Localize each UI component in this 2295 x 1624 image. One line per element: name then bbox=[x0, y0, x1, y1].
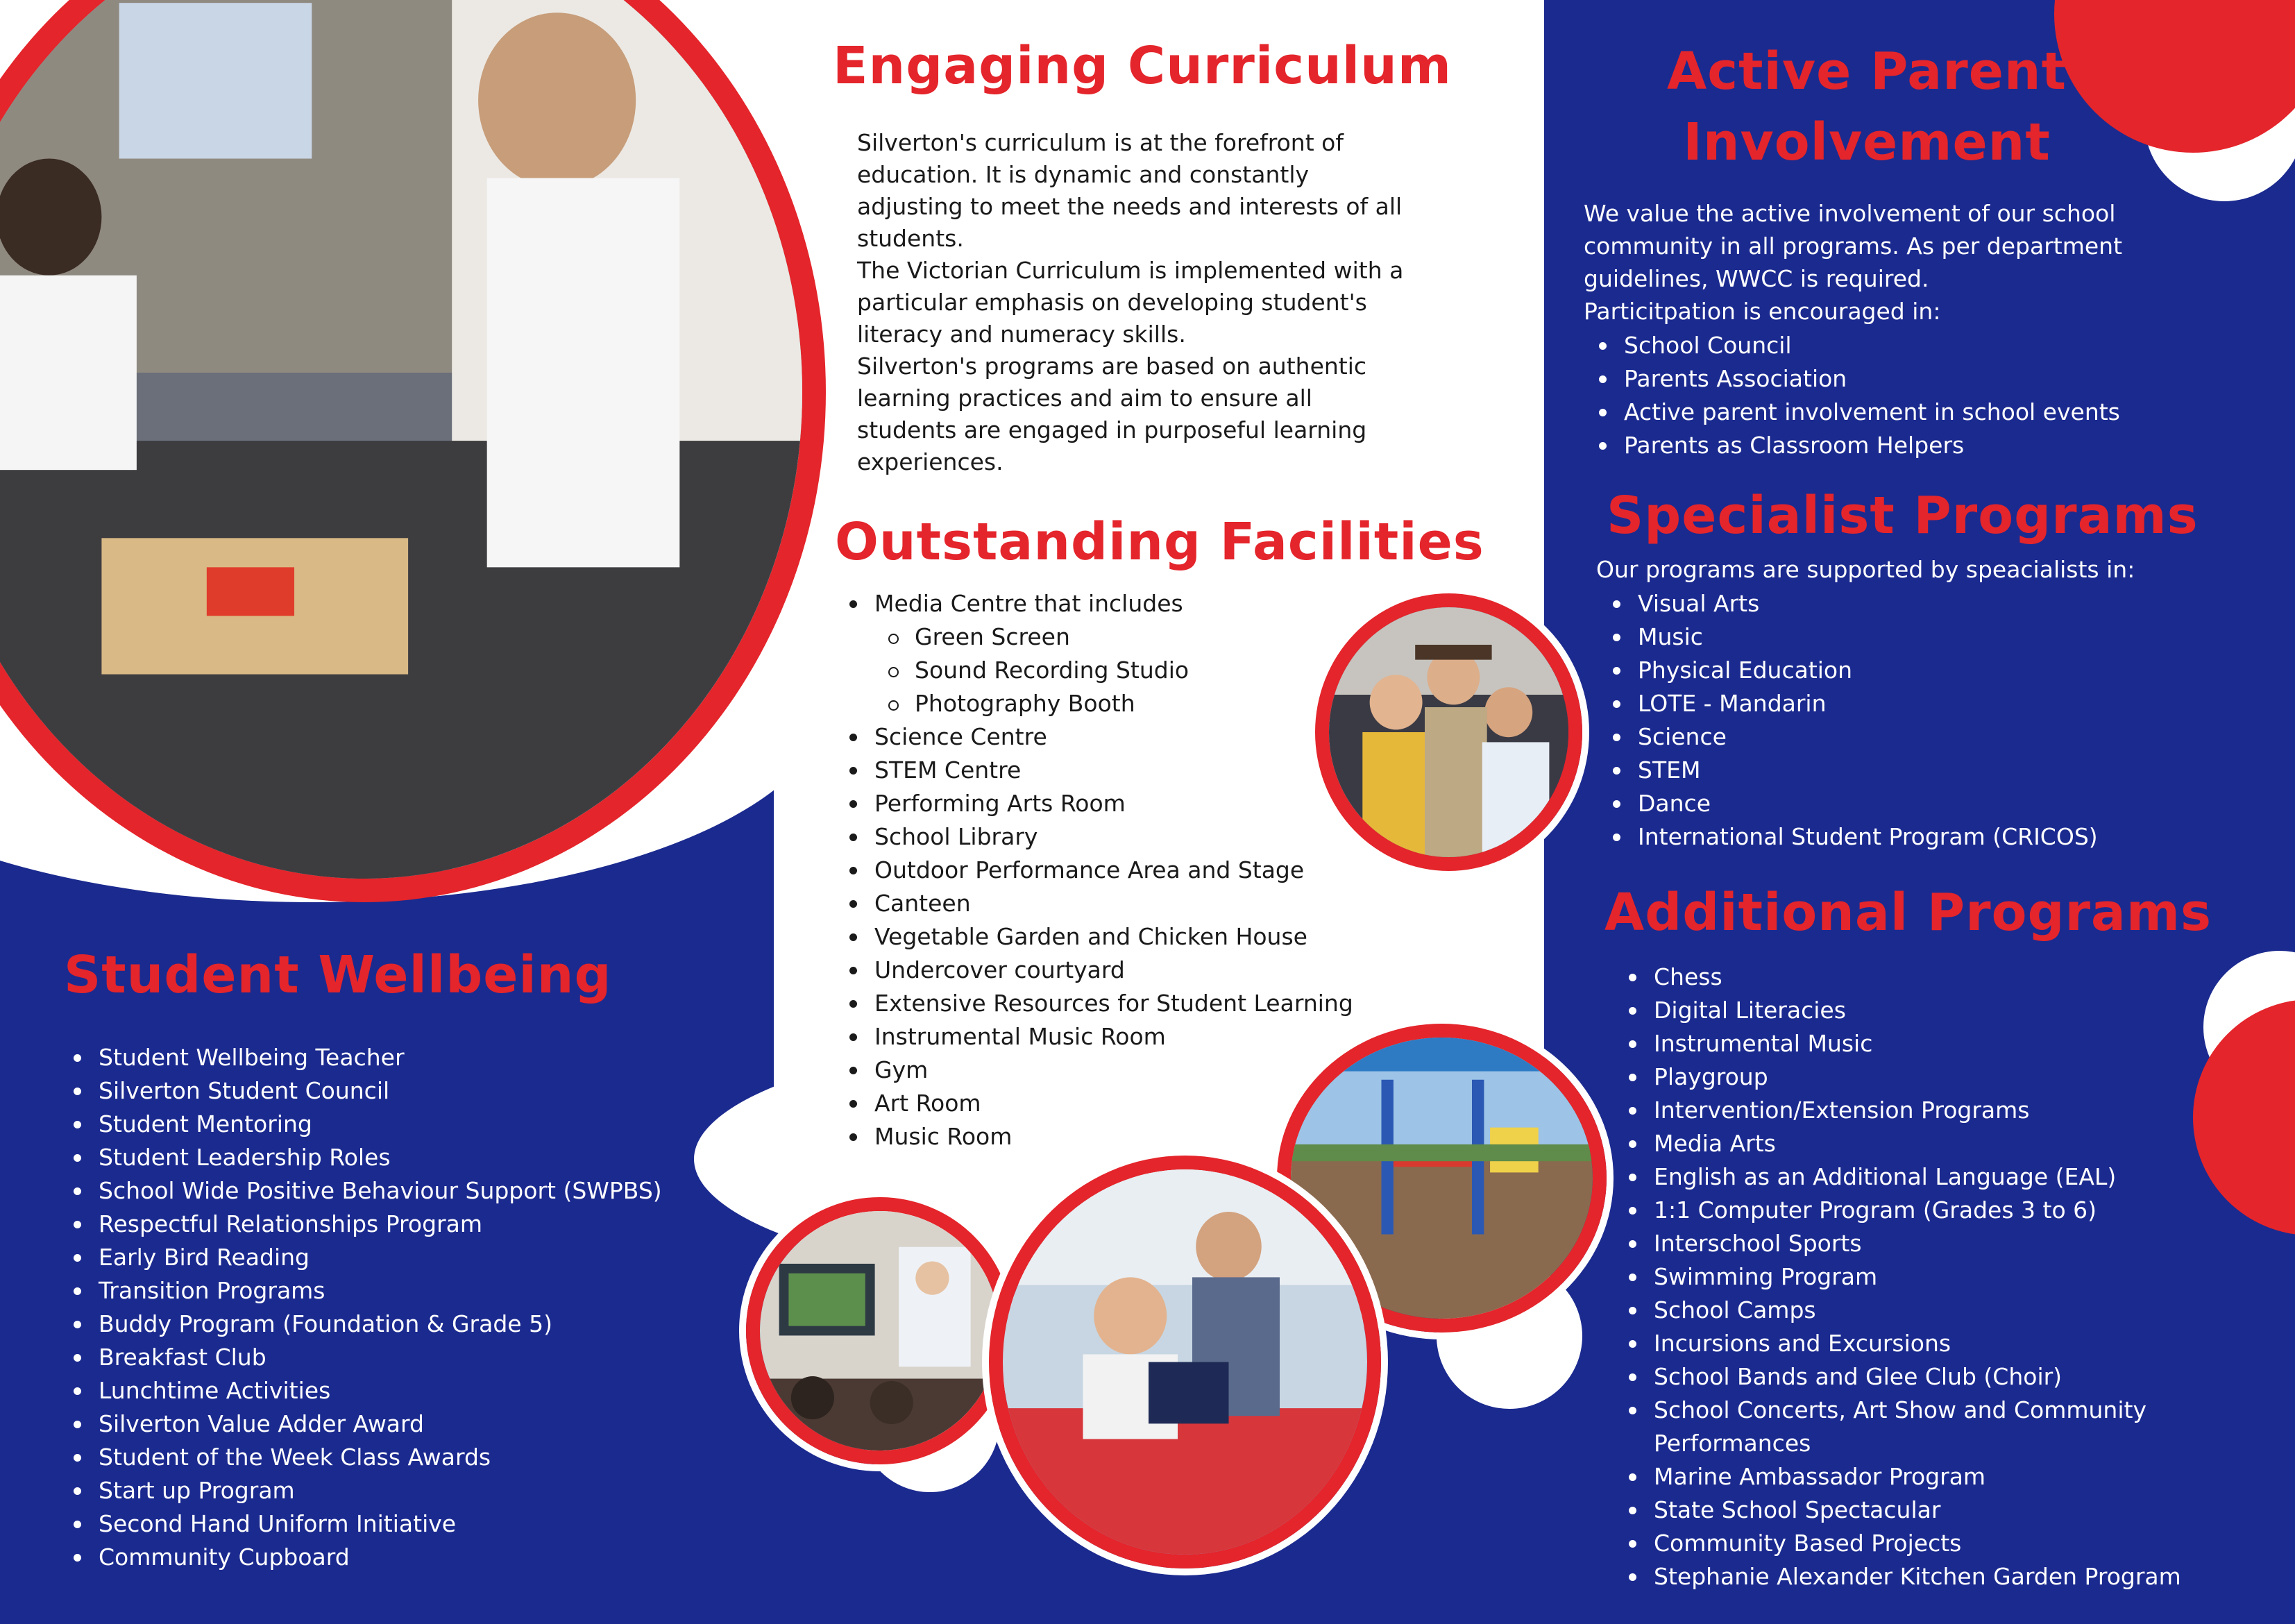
list-item: Interschool Sports bbox=[1619, 1227, 2181, 1260]
parent-involvement-text bbox=[1584, 197, 2122, 328]
list-item: LOTE - Mandarin bbox=[1603, 687, 2098, 720]
list-item: Sound Recording Studio bbox=[840, 654, 1353, 687]
list-item: Playgroup bbox=[1619, 1060, 2181, 1094]
list-item: Undercover courtyard bbox=[840, 954, 1353, 987]
list-item: Canteen bbox=[840, 887, 1353, 920]
list-item: Community Based Projects bbox=[1619, 1527, 2181, 1560]
parent-involvement-list bbox=[1589, 329, 2120, 462]
list-item: Intervention/Extension Programs bbox=[1619, 1094, 2181, 1127]
text-line: community in all programs. As per department bbox=[1584, 232, 2123, 260]
text-line: experiences. bbox=[857, 448, 1003, 475]
list-item: Green Screen bbox=[840, 620, 1353, 654]
list-item: Parents Association bbox=[1589, 362, 2120, 396]
list-item: Swimming Program bbox=[1619, 1260, 2181, 1294]
list-item: Incursions and Excursions bbox=[1619, 1327, 2181, 1360]
facilities-list bbox=[840, 587, 1353, 1153]
list-item: School Bands and Glee Club (Choir) bbox=[1619, 1360, 2181, 1394]
list-item: Start up Program bbox=[64, 1474, 662, 1507]
list-item: Dance bbox=[1603, 787, 2098, 820]
list-item: School Camps bbox=[1619, 1294, 2181, 1327]
list-item: Media Arts bbox=[1619, 1127, 2181, 1160]
list-item: Silverton Value Adder Award bbox=[64, 1407, 662, 1441]
list-item: International Student Program (CRICOS) bbox=[1603, 820, 2098, 854]
list-item: Second Hand Uniform Initiative bbox=[64, 1507, 662, 1541]
heading-line: Active Parent bbox=[1667, 42, 2067, 101]
list-item: Science bbox=[1603, 720, 2098, 754]
list-item: Transition Programs bbox=[64, 1274, 662, 1308]
list-item: Buddy Program (Foundation & Grade 5) bbox=[64, 1308, 662, 1341]
list-item: Community Cupboard bbox=[64, 1541, 662, 1574]
text-line: literacy and numeracy skills. bbox=[857, 321, 1186, 348]
tablet-learning-photo bbox=[989, 1156, 1381, 1568]
list-item: Stephanie Alexander Kitchen Garden Program bbox=[1619, 1560, 2181, 1593]
text-line: students are engaged in purposeful learning bbox=[857, 416, 1367, 443]
text-line: We value the active involvement of our school bbox=[1584, 200, 2116, 227]
list-item: Silverton Student Council bbox=[64, 1074, 662, 1108]
list-item: Marine Ambassador Program bbox=[1619, 1460, 2181, 1494]
engaging-curriculum-text bbox=[857, 127, 1403, 478]
specialist-programs-heading: Specialist Programs bbox=[1607, 486, 2199, 545]
parent-involvement-heading bbox=[1555, 36, 2179, 178]
list-item: Physical Education bbox=[1603, 654, 2098, 687]
specialist-intro: Our programs are supported by speacialists in: bbox=[1596, 556, 2135, 583]
list-item: Student Wellbeing Teacher bbox=[64, 1041, 662, 1074]
list-item: Respectful Relationships Program bbox=[64, 1208, 662, 1241]
list-item: Media Centre that includes bbox=[840, 587, 1353, 620]
list-item: Student Mentoring bbox=[64, 1108, 662, 1141]
list-item: Music Room bbox=[840, 1120, 1353, 1153]
text-line: particular emphasis on developing student's bbox=[857, 289, 1367, 316]
list-item: Visual Arts bbox=[1603, 587, 2098, 620]
student-wellbeing-heading: Student Wellbeing bbox=[64, 945, 612, 1005]
list-item: Early Bird Reading bbox=[64, 1241, 662, 1274]
engaging-curriculum-heading: Engaging Curriculum bbox=[833, 36, 1452, 96]
specialist-list bbox=[1603, 587, 2098, 854]
list-item: Photography Booth bbox=[840, 687, 1353, 720]
text-line: students. bbox=[857, 225, 964, 252]
list-item: Breakfast Club bbox=[64, 1341, 662, 1374]
text-line: adjusting to meet the needs and interests of all bbox=[857, 193, 1403, 220]
list-item: School Library bbox=[840, 820, 1353, 854]
list-item: Student Leadership Roles bbox=[64, 1141, 662, 1174]
list-item: Extensive Resources for Student Learning bbox=[840, 987, 1353, 1020]
list-item: School Council bbox=[1589, 329, 2120, 362]
list-item: English as an Additional Language (EAL) bbox=[1619, 1160, 2181, 1194]
list-item-continuation: Performances bbox=[1654, 1430, 1811, 1457]
text-line: Particitpation is encouraged in: bbox=[1584, 298, 1941, 325]
list-item: Art Room bbox=[840, 1087, 1353, 1120]
list-item: Vegetable Garden and Chicken House bbox=[840, 920, 1353, 954]
list-item: Active parent involvement in school events bbox=[1589, 396, 2120, 429]
list-item: Gym bbox=[840, 1054, 1353, 1087]
list-item: Outdoor Performance Area and Stage bbox=[840, 854, 1353, 887]
text-line: education. It is dynamic and constantly bbox=[857, 161, 1310, 188]
outstanding-facilities-heading: Outstanding Facilities bbox=[835, 512, 1484, 572]
text-line: Silverton's programs are based on authentic bbox=[857, 353, 1367, 380]
list-item: Digital Literacies bbox=[1619, 994, 2181, 1027]
additional-list bbox=[1619, 961, 2181, 1593]
list-item: 1:1 Computer Program (Grades 3 to 6) bbox=[1619, 1194, 2181, 1227]
students-group-photo bbox=[1315, 593, 1582, 871]
list-item: Student of the Week Class Awards bbox=[64, 1441, 662, 1474]
list-item: STEM bbox=[1603, 754, 2098, 787]
heading-line: Involvement bbox=[1683, 112, 2051, 172]
list-item: School Concerts, Art Show and Community bbox=[1619, 1394, 2181, 1427]
list-item: Lunchtime Activities bbox=[64, 1374, 662, 1407]
list-item: Parents as Classroom Helpers bbox=[1589, 429, 2120, 462]
text-line: guidelines, WWCC is required. bbox=[1584, 265, 1929, 292]
text-line: Silverton's curriculum is at the forefront of bbox=[857, 129, 1344, 156]
list-item: Performing Arts Room bbox=[840, 787, 1353, 820]
list-item: Science Centre bbox=[840, 720, 1353, 754]
list-item: Music bbox=[1603, 620, 2098, 654]
media-centre-photo bbox=[746, 1197, 1013, 1464]
list-item: State School Spectacular bbox=[1619, 1494, 2181, 1527]
list-item: STEM Centre bbox=[840, 754, 1353, 787]
list-item: Instrumental Music bbox=[1619, 1027, 2181, 1060]
additional-programs-heading: Additional Programs bbox=[1604, 883, 2212, 942]
list-item: Chess bbox=[1619, 961, 2181, 994]
list-item: School Wide Positive Behaviour Support (SWPBS) bbox=[64, 1174, 662, 1208]
wellbeing-list bbox=[64, 1041, 662, 1574]
list-item: Instrumental Music Room bbox=[840, 1020, 1353, 1054]
text-line: The Victorian Curriculum is implemented with a bbox=[857, 257, 1404, 284]
text-line: learning practices and aim to ensure all bbox=[857, 384, 1312, 412]
